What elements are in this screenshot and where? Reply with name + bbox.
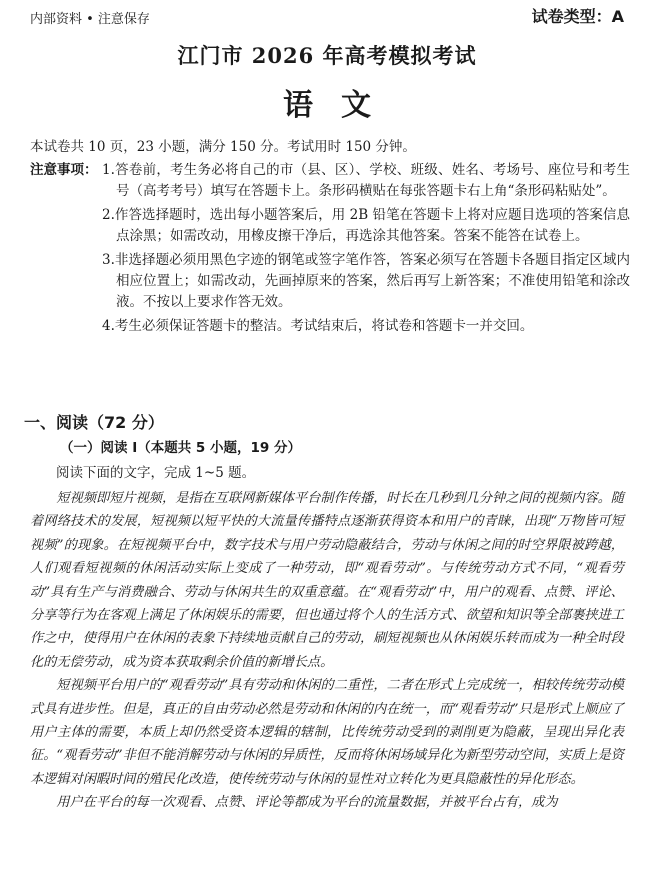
confidential-note: 内部资料 • 注意保存 xyxy=(30,12,150,27)
section-heading: 一、阅读（72 分） xyxy=(24,413,164,432)
exam-title: 江门市 2026 年高考模拟考试 xyxy=(177,43,477,68)
notice-item: 1.答卷前，考生务必将自己的市（县、区）、学校、班级、姓名、考场号、座位号和考生号（高考考号）填写在答题卡上。条形码横贴在每张答题卡右上角“条形码粘贴处”。 xyxy=(102,162,630,199)
notice-item: 2.作答选择题时，选出每小题答案后，用 2B 铅笔在答题卡上将对应题目选项的答案信息点涂黑；如需改动，用橡皮擦干净后，再选涂其他答案。答案不能答在试卷上。 xyxy=(102,207,630,244)
exam-summary: 本试卷共 10 页，23 小题，满分 150 分。考试用时 150 分钟。 xyxy=(30,139,416,155)
notice-list xyxy=(102,160,630,337)
passage-paragraph: 短视频即短片视频，是指在互联网新媒体平台制作传播，时长在几秒到几分钟之间的视频内容。随着网络技术的发展，短视频以短平快的大流量传播特点逐渐获得资本和用户的青睐，出现“万物皆可短视频”的现象。在短视频平台中，数字技术与用户劳动隐蔽结合，劳动与休闲之间的时空界限被跨越，人们观看短视频的休闲活动实际上变成了一种劳动，即“观看劳动”。与传统劳动方式不同，“观看劳动”具有生产与消费融合、劳动与休闲共生的双重意蕴。在“观看劳动”中，用户的观看、点赞、评论、分享等行为在客观上满足了休闲娱乐的需要，但也通过将个人的生活方式、欲望和知识等全部裹挟进工作之中，使得用户在休闲的表象下持续地贡献自己的劳动，刷短视频也从休闲娱乐转而成为一种全时段化的无偿劳动，成为资本获取剩余价值的新增长点。 xyxy=(30,491,624,670)
passage-paragraph: 用户在平台的每一次观看、点赞、评论等都成为平台的流量数据，并被平台占有，成为 xyxy=(56,795,558,811)
subsection-heading: （一）阅读 I（本题共 5 小题，19 分） xyxy=(60,440,302,456)
notice-block xyxy=(30,160,630,340)
reading-instruction: 阅读下面的文字，完成 1~5 题。 xyxy=(56,465,256,481)
notice-label: 注意事项： xyxy=(30,162,98,178)
passage-paragraph: 短视频平台用户的“观看劳动”具有劳动和休闲的二重性，二者在形式上完成统一，相较传统劳动模式具有进步性。但是，真正的自由劳动必然是劳动和休闲的内在统一，而“观看劳动”只是形式上顺应了用户主体的需要，本质上却仍然受资本逻辑的辖制，比传统劳动受到的剥削更为隐蔽，呈现出异化表征。“观看劳动”非但不能消解劳动与休闲的异质性，反而将休闲场域异化为新型劳动空间，实质上是资本逻辑对闲暇时间的殖民化改造，使传统劳动与休闲的显性对立转化为更具隐蔽性的异化形态。 xyxy=(30,678,624,787)
subject-title: 语文 xyxy=(283,88,399,123)
notice-item: 4.考生必须保证答题卡的整洁。考试结束后，将试卷和答题卡一并交回。 xyxy=(102,318,534,334)
paper-type-label: 试卷类型：A xyxy=(531,7,624,26)
notice-item: 3.非选择题必须用黑色字迹的钢笔或签字笔作答，答案必须写在答题卡各题目指定区域内相应位置上；如需改动，先画掉原来的答案，然后再写上新答案；不准使用铅笔和涂改液。不按以上要求作答无效。 xyxy=(102,252,630,310)
reading-passage xyxy=(30,487,624,815)
